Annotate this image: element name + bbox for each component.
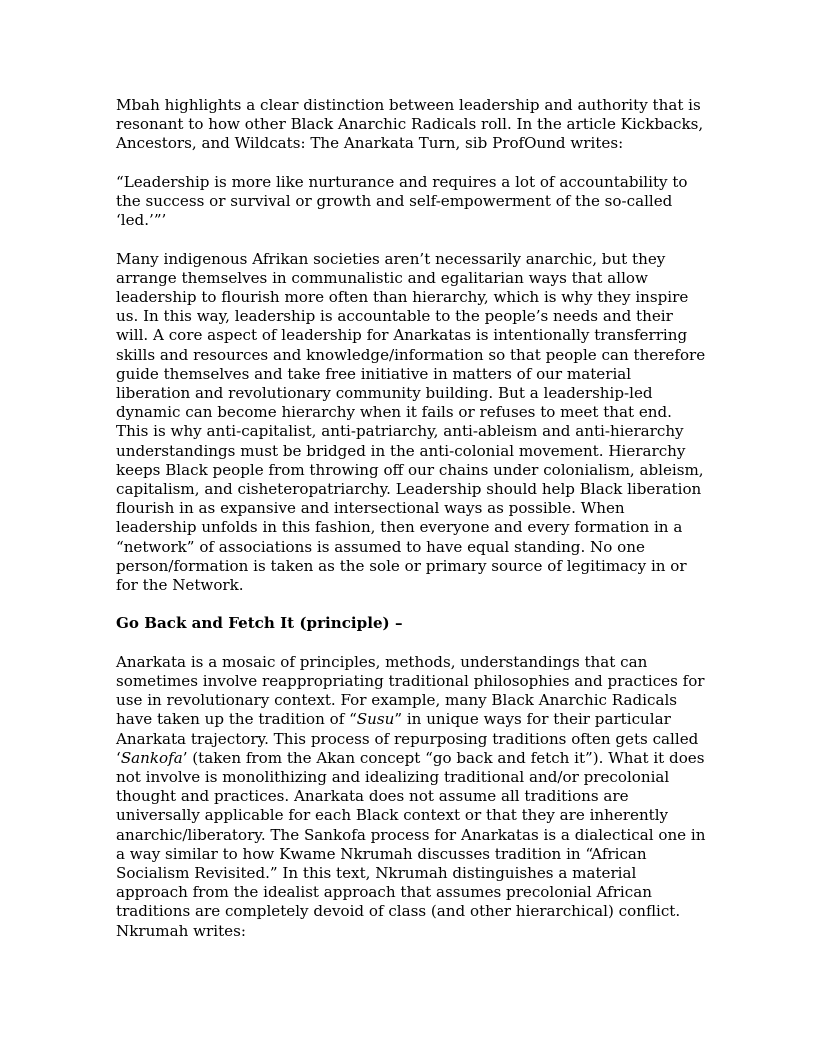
paragraph-intro: Mbah highlights a clear distinction between leadership and authority that is resonant to how other Black Anarchic Radicals roll. In the article Kickbacks, Ancestors, and Wildcats: The Anarkata Turn, sib ProfOund writes: — [116, 96, 704, 153]
term-susu: Susu — [356, 710, 395, 729]
paragraph-leadership: Many indigenous Afrikan societies aren’t necessarily anarchic, but they arrange themselves in communalistic and egalitarian ways that allow leadership to flourish more often than hierarchy, which is why they inspire us. In this way, leadership is accountable to the people’s needs and their will. A core aspect of leadership for Anarkatas is intentionally transferring skills and resources and knowledge/information so that people can therefore guide themselves and take free initiative in matters of our material liberation and revolutionary community building. But a leadership-led dynamic can become hierarchy when it fails or refuses to meet that end. This is why anti-capitalist, anti-patriarchy, anti-ableism and anti-hierarchy understandings must be bridged in the anti-colonial movement. Hierarchy keeps Black people from throwing off our chains under colonialism, ableism, capitalism, and cisheteropatriarchy. Leadership should help Black liberation flourish in as expansive and intersectional ways as possible. When leadership unfolds in this fashion, then everyone and every formation in a “network” of associations is assumed to have equal standing. No one person/formation is taken as the sole or primary source of legitimacy in or for the Network. — [116, 249, 706, 595]
term-sankofa: Sankofa — [120, 748, 183, 767]
quote-profound: “Leadership is more like nurturance and requires a lot of accountability to the success or survival or growth and self-empowerment of the so-called ‘led.’”’ — [116, 172, 688, 230]
paragraph-sankofa-part-1: Anarkata is a mosaic of principles, methods, understandings that can sometimes involve reappropriating traditional philosophies and practices for use in revolutionary context. For example, many Black Anarchic Radicals have taken up the tradition of “ — [116, 652, 705, 729]
document-page — [116, 96, 706, 960]
paragraph-sankofa — [116, 653, 706, 941]
paragraph-sankofa-part-2: ” in unique ways for their particular Anarkata trajectory. This process of repurposing traditions often gets called ‘ — [116, 710, 699, 767]
paragraph-sankofa-part-3: ’ (taken from the Akan concept “go back and fetch it”). What it does not involve is monolithizing and idealizing traditional and/or precolonial thought and practices. Anarkata does not assume all traditions are universally applicable for each Black context or that they are inherently anarchic/liberatory. The Sankofa process for Anarkatas is a dialectical one in a way similar to how Kwame Nkrumah discusses tradition in “African Socialism Revisited.” In this text, Nkrumah distinguishes a material approach from the idealist approach that assumes precolonial African traditions are completely devoid of class (and other hierarchical) conflict. Nkrumah writes: — [116, 748, 706, 940]
section-heading: Go Back and Fetch It (principle) – — [116, 614, 403, 633]
